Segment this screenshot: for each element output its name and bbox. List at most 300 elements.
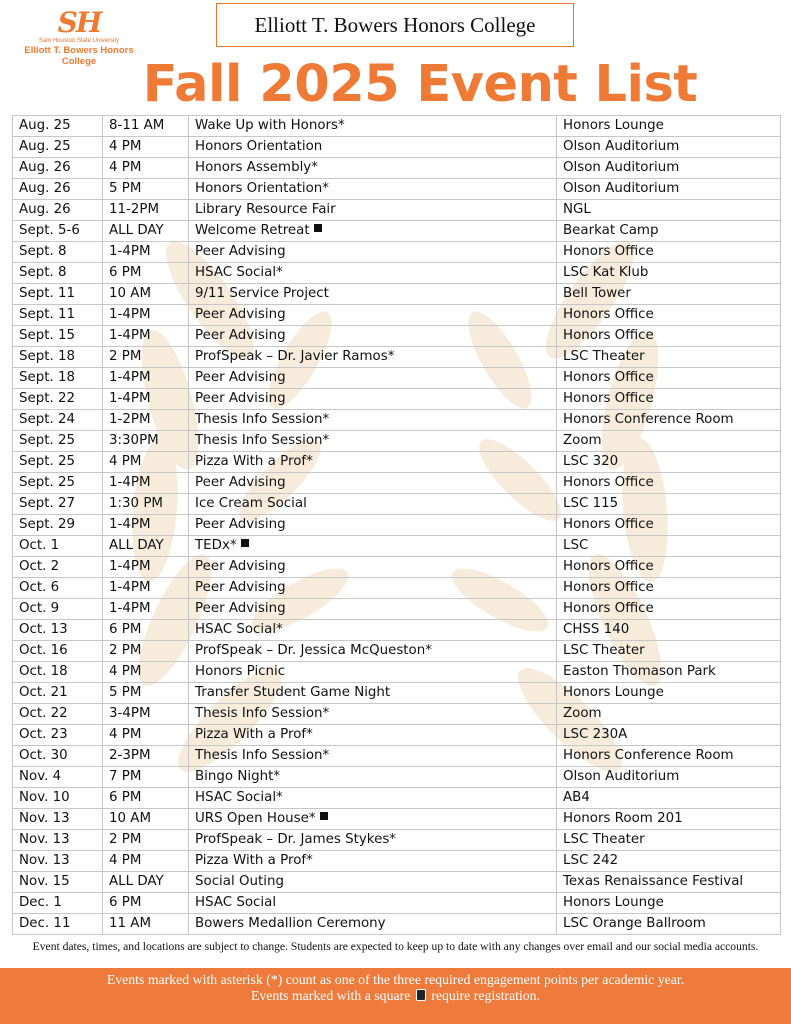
event-time-cell: [103, 767, 189, 788]
event-event-cell: [189, 410, 557, 431]
table-row: [13, 410, 781, 431]
event-time: 4 PM: [109, 664, 142, 679]
event-event-cell: [189, 473, 557, 494]
event-date: Aug. 26: [19, 202, 71, 217]
event-event: Bingo Night*: [195, 769, 281, 784]
event-event-cell: [189, 683, 557, 704]
event-time-cell: [103, 662, 189, 683]
event-date-cell: [13, 683, 103, 704]
event-time: ALL DAY: [109, 874, 164, 889]
event-event-cell: [189, 620, 557, 641]
event-date-cell: [13, 305, 103, 326]
event-time: 3:30PM: [109, 433, 159, 448]
event-date: Dec. 11: [19, 916, 71, 931]
table-row: [13, 326, 781, 347]
event-time: ALL DAY: [109, 223, 164, 238]
event-event-cell: [189, 452, 557, 473]
event-event-cell: [189, 662, 557, 683]
event-date: Nov. 13: [19, 853, 70, 868]
event-location-cell: [557, 263, 781, 284]
event-event-cell: [189, 809, 557, 830]
event-time-cell: [103, 326, 189, 347]
event-location-cell: [557, 557, 781, 578]
event-date: Nov. 15: [19, 874, 70, 889]
event-date: Sept. 18: [19, 370, 76, 385]
event-time: 2 PM: [109, 643, 142, 658]
event-date: Oct. 9: [19, 601, 60, 616]
event-location: Honors Lounge: [563, 895, 664, 910]
event-event: HSAC Social: [195, 895, 277, 910]
event-date-cell: [13, 872, 103, 893]
event-time-cell: [103, 557, 189, 578]
event-location: CHSS 140: [563, 622, 630, 637]
event-location-cell: [557, 221, 781, 242]
event-location-cell: [557, 452, 781, 473]
event-date-cell: [13, 158, 103, 179]
event-event-cell: [189, 641, 557, 662]
event-event: Honors Assembly*: [195, 160, 318, 175]
page-title: Fall 2025 Event List: [142, 55, 698, 114]
event-location: LSC Theater: [563, 643, 645, 658]
event-date: Sept. 8: [19, 244, 67, 259]
event-location-cell: [557, 242, 781, 263]
event-location-cell: [557, 683, 781, 704]
event-date-cell: [13, 830, 103, 851]
table-row: [13, 368, 781, 389]
event-table-body: [13, 116, 781, 935]
event-location-cell: [557, 410, 781, 431]
event-event: URS Open House*: [195, 811, 316, 826]
registration-square-icon: [416, 989, 426, 1001]
event-time: 6 PM: [109, 622, 142, 637]
event-location: Honors Office: [563, 307, 654, 322]
event-location-cell: [557, 662, 781, 683]
event-event: Peer Advising: [195, 307, 286, 322]
event-event-cell: [189, 368, 557, 389]
event-location-cell: [557, 389, 781, 410]
college-name: Elliott T. Bowers Honors College: [254, 12, 536, 37]
event-time: 11-2PM: [109, 202, 160, 217]
table-row: [13, 284, 781, 305]
event-time-cell: [103, 851, 189, 872]
event-time-cell: [103, 200, 189, 221]
event-time-cell: [103, 305, 189, 326]
event-date: Dec. 1: [19, 895, 62, 910]
event-date-cell: [13, 662, 103, 683]
event-location-cell: [557, 158, 781, 179]
event-location: NGL: [563, 202, 591, 217]
event-event: Thesis Info Session*: [195, 706, 330, 721]
event-date-cell: [13, 242, 103, 263]
event-time-cell: [103, 893, 189, 914]
table-row: [13, 242, 781, 263]
event-location-cell: [557, 809, 781, 830]
table-row: [13, 620, 781, 641]
event-time-cell: [103, 431, 189, 452]
event-location: LSC 230A: [563, 727, 628, 742]
event-event-cell: [189, 137, 557, 158]
event-time: 1-4PM: [109, 391, 151, 406]
event-location-cell: [557, 116, 781, 137]
event-location: Olson Auditorium: [563, 769, 680, 784]
event-time: 5 PM: [109, 181, 142, 196]
event-time-cell: [103, 515, 189, 536]
event-location-cell: [557, 368, 781, 389]
event-event-cell: [189, 851, 557, 872]
event-date-cell: [13, 515, 103, 536]
event-location: Honors Office: [563, 391, 654, 406]
event-event-cell: [189, 221, 557, 242]
table-row: [13, 200, 781, 221]
event-time: 4 PM: [109, 139, 142, 154]
event-time: 1-4PM: [109, 328, 151, 343]
event-date: Sept. 11: [19, 307, 76, 322]
event-location: Honors Office: [563, 601, 654, 616]
event-location: Bearkat Camp: [563, 223, 659, 238]
table-row: [13, 347, 781, 368]
event-location: Honors Room 201: [563, 811, 683, 826]
event-date: Oct. 2: [19, 559, 60, 574]
event-event-cell: [189, 431, 557, 452]
event-location-cell: [557, 284, 781, 305]
event-date-cell: [13, 284, 103, 305]
event-time-cell: [103, 116, 189, 137]
event-event-cell: [189, 158, 557, 179]
event-location: Honors Office: [563, 580, 654, 595]
event-event: Honors Orientation*: [195, 181, 329, 196]
event-time-cell: [103, 221, 189, 242]
event-time: 1-4PM: [109, 601, 151, 616]
event-date-cell: [13, 221, 103, 242]
event-time-cell: [103, 725, 189, 746]
event-time-cell: [103, 158, 189, 179]
event-location: Easton Thomason Park: [563, 664, 716, 679]
event-event-cell: [189, 263, 557, 284]
event-location: Olson Auditorium: [563, 181, 680, 196]
event-event: 9/11 Service Project: [195, 286, 329, 301]
event-table: [12, 115, 781, 935]
event-event-cell: [189, 536, 557, 557]
event-event: Peer Advising: [195, 580, 286, 595]
event-event: Peer Advising: [195, 517, 286, 532]
table-row: [13, 872, 781, 893]
event-location: Honors Conference Room: [563, 748, 734, 763]
event-date-cell: [13, 347, 103, 368]
event-event-cell: [189, 578, 557, 599]
event-time-cell: [103, 284, 189, 305]
event-date: Aug. 26: [19, 160, 71, 175]
event-location: Honors Lounge: [563, 685, 664, 700]
disclaimer-note: Event dates, times, and locations are subject to change. Students are expected to keep up to date with any changes over email and our social media accounts.: [32, 940, 759, 953]
event-date: Sept. 8: [19, 265, 67, 280]
event-location-cell: [557, 704, 781, 725]
event-time-cell: [103, 473, 189, 494]
logo-university-name: Sam Houston State University: [38, 38, 120, 44]
table-row: [13, 641, 781, 662]
event-time-cell: [103, 641, 189, 662]
event-date-cell: [13, 809, 103, 830]
logo-college-line1: Elliott T. Bowers Honors: [24, 45, 134, 56]
event-time: 2 PM: [109, 349, 142, 364]
table-row: [13, 683, 781, 704]
event-location: LSC Theater: [563, 832, 645, 847]
event-time-cell: [103, 809, 189, 830]
event-event: Transfer Student Game Night: [195, 685, 391, 700]
event-event: Thesis Info Session*: [195, 748, 330, 763]
table-row: [13, 746, 781, 767]
event-event: Pizza With a Prof*: [195, 853, 313, 868]
event-location-cell: [557, 830, 781, 851]
event-date-cell: [13, 557, 103, 578]
table-row: [13, 179, 781, 200]
event-location: Zoom: [563, 433, 602, 448]
event-time-cell: [103, 872, 189, 893]
table-row: [13, 452, 781, 473]
table-row: [13, 809, 781, 830]
asterisk-note: Events marked with asterisk (*) count as one of the three required engagement points per academic year.: [106, 972, 685, 987]
event-time: 5 PM: [109, 685, 142, 700]
event-time-cell: [103, 599, 189, 620]
event-location-cell: [557, 347, 781, 368]
event-time: 2-3PM: [109, 748, 151, 763]
event-event-cell: [189, 746, 557, 767]
event-location: Texas Renaissance Festival: [563, 874, 744, 889]
event-event-cell: [189, 767, 557, 788]
table-row: [13, 515, 781, 536]
event-date-cell: [13, 431, 103, 452]
event-time: 11 AM: [109, 916, 152, 931]
event-time-cell: [103, 746, 189, 767]
event-date-cell: [13, 452, 103, 473]
table-row: [13, 263, 781, 284]
event-time: 1-4PM: [109, 475, 151, 490]
event-location: LSC Theater: [563, 349, 645, 364]
event-event: Wake Up with Honors*: [195, 118, 345, 133]
event-location: LSC 115: [563, 496, 619, 511]
event-time-cell: [103, 389, 189, 410]
event-location: Olson Auditorium: [563, 139, 680, 154]
registration-required-icon: [241, 539, 249, 547]
event-time-cell: [103, 410, 189, 431]
event-date-cell: [13, 389, 103, 410]
event-time: 4 PM: [109, 454, 142, 469]
table-row: [13, 389, 781, 410]
square-note-start: Events marked with a square: [250, 988, 411, 1003]
event-date-cell: [13, 893, 103, 914]
table-row: [13, 851, 781, 872]
table-row: [13, 893, 781, 914]
table-row: [13, 305, 781, 326]
event-event-cell: [189, 893, 557, 914]
event-date: Aug. 25: [19, 139, 71, 154]
event-time: 1-4PM: [109, 370, 151, 385]
event-location-cell: [557, 851, 781, 872]
event-date-cell: [13, 410, 103, 431]
event-time-cell: [103, 914, 189, 935]
event-time-cell: [103, 788, 189, 809]
event-location-cell: [557, 473, 781, 494]
event-date: Oct. 16: [19, 643, 68, 658]
event-date: Sept. 15: [19, 328, 76, 343]
event-location-cell: [557, 746, 781, 767]
event-location-cell: [557, 578, 781, 599]
event-date: Sept. 24: [19, 412, 76, 427]
event-event-cell: [189, 914, 557, 935]
event-event-cell: [189, 872, 557, 893]
event-date-cell: [13, 788, 103, 809]
event-time: 7 PM: [109, 769, 142, 784]
event-time: 1-4PM: [109, 517, 151, 532]
event-date: Nov. 10: [19, 790, 70, 805]
event-time: 6 PM: [109, 895, 142, 910]
event-event: HSAC Social*: [195, 790, 283, 805]
event-event: Library Resource Fair: [195, 202, 336, 217]
event-date: Aug. 25: [19, 118, 71, 133]
event-location: Zoom: [563, 706, 602, 721]
footer-banner: [0, 968, 791, 1024]
sh-logo-mark: SH: [57, 6, 101, 39]
event-time: 1-4PM: [109, 307, 151, 322]
event-event: Thesis Info Session*: [195, 412, 330, 427]
event-time: 1-4PM: [109, 580, 151, 595]
event-time-cell: [103, 494, 189, 515]
event-location-cell: [557, 326, 781, 347]
event-date-cell: [13, 137, 103, 158]
event-date: Sept. 27: [19, 496, 76, 511]
table-row: [13, 494, 781, 515]
table-row: [13, 221, 781, 242]
event-event: TEDx*: [195, 538, 237, 553]
event-date: Sept. 25: [19, 454, 76, 469]
event-time-cell: [103, 578, 189, 599]
table-row: [13, 137, 781, 158]
event-time-cell: [103, 620, 189, 641]
event-location-cell: [557, 431, 781, 452]
table-row: [13, 788, 781, 809]
event-location-cell: [557, 641, 781, 662]
event-time: ALL DAY: [109, 538, 164, 553]
event-time: 1-2PM: [109, 412, 151, 427]
event-date: Oct. 1: [19, 538, 60, 553]
event-location: Honors Office: [563, 475, 654, 490]
event-event: Social Outing: [195, 874, 284, 889]
event-date-cell: [13, 263, 103, 284]
square-note-end: require registration.: [431, 988, 541, 1003]
event-location: Honors Conference Room: [563, 412, 734, 427]
event-event-cell: [189, 725, 557, 746]
event-location-cell: [557, 725, 781, 746]
event-event: HSAC Social*: [195, 622, 283, 637]
event-event-cell: [189, 788, 557, 809]
event-event-cell: [189, 284, 557, 305]
event-date: Oct. 23: [19, 727, 68, 742]
event-time: 4 PM: [109, 853, 142, 868]
event-time: 2 PM: [109, 832, 142, 847]
event-time-cell: [103, 179, 189, 200]
registration-required-icon: [314, 224, 322, 232]
event-event: HSAC Social*: [195, 265, 283, 280]
event-date-cell: [13, 536, 103, 557]
event-event: Ice Cream Social: [195, 496, 307, 511]
event-location: LSC 320: [563, 454, 619, 469]
event-date-cell: [13, 179, 103, 200]
event-date-cell: [13, 725, 103, 746]
event-time: 3-4PM: [109, 706, 151, 721]
event-location-cell: [557, 494, 781, 515]
event-location-cell: [557, 515, 781, 536]
event-event: Pizza With a Prof*: [195, 454, 313, 469]
event-location-cell: [557, 305, 781, 326]
event-time: 4 PM: [109, 727, 142, 742]
event-location-cell: [557, 788, 781, 809]
event-location-cell: [557, 536, 781, 557]
event-date: Sept. 5-6: [19, 223, 80, 238]
event-date-cell: [13, 746, 103, 767]
event-date: Sept. 18: [19, 349, 76, 364]
event-time-cell: [103, 263, 189, 284]
event-date: Nov. 4: [19, 769, 62, 784]
event-date-cell: [13, 578, 103, 599]
event-event: Peer Advising: [195, 328, 286, 343]
event-event-cell: [189, 599, 557, 620]
event-event-cell: [189, 389, 557, 410]
event-date-cell: [13, 200, 103, 221]
event-date-cell: [13, 641, 103, 662]
event-date: Sept. 22: [19, 391, 76, 406]
event-location: LSC: [563, 538, 589, 553]
event-time: 1:30 PM: [109, 496, 163, 511]
event-time-cell: [103, 683, 189, 704]
square-note: [0, 988, 791, 1004]
table-row: [13, 536, 781, 557]
event-event: ProfSpeak – Dr. Jessica McQueston*: [195, 643, 432, 658]
event-time: 1-4PM: [109, 559, 151, 574]
event-date-cell: [13, 851, 103, 872]
table-row: [13, 767, 781, 788]
event-event-cell: [189, 557, 557, 578]
event-event: Peer Advising: [195, 559, 286, 574]
event-date-cell: [13, 620, 103, 641]
event-event-cell: [189, 347, 557, 368]
event-event-cell: [189, 830, 557, 851]
event-location: LSC Orange Ballroom: [563, 916, 706, 931]
event-time: 10 AM: [109, 811, 152, 826]
event-date: Oct. 13: [19, 622, 68, 637]
event-time-cell: [103, 242, 189, 263]
table-row: [13, 704, 781, 725]
event-date-cell: [13, 599, 103, 620]
university-logo: [14, 8, 144, 67]
event-date: Oct. 21: [19, 685, 68, 700]
event-location-cell: [557, 767, 781, 788]
event-date: Sept. 29: [19, 517, 76, 532]
event-date: Sept. 11: [19, 286, 76, 301]
event-event: ProfSpeak – Dr. Javier Ramos*: [195, 349, 395, 364]
event-location: Honors Office: [563, 370, 654, 385]
event-location: Bell Tower: [563, 286, 631, 301]
event-date-cell: [13, 116, 103, 137]
event-date: Sept. 25: [19, 433, 76, 448]
event-time: 8-11 AM: [109, 118, 165, 133]
event-time-cell: [103, 137, 189, 158]
event-date-cell: [13, 494, 103, 515]
event-time-cell: [103, 536, 189, 557]
event-location: LSC 242: [563, 853, 619, 868]
table-row: [13, 914, 781, 935]
event-time-cell: [103, 830, 189, 851]
event-event: Peer Advising: [195, 391, 286, 406]
event-time-cell: [103, 452, 189, 473]
